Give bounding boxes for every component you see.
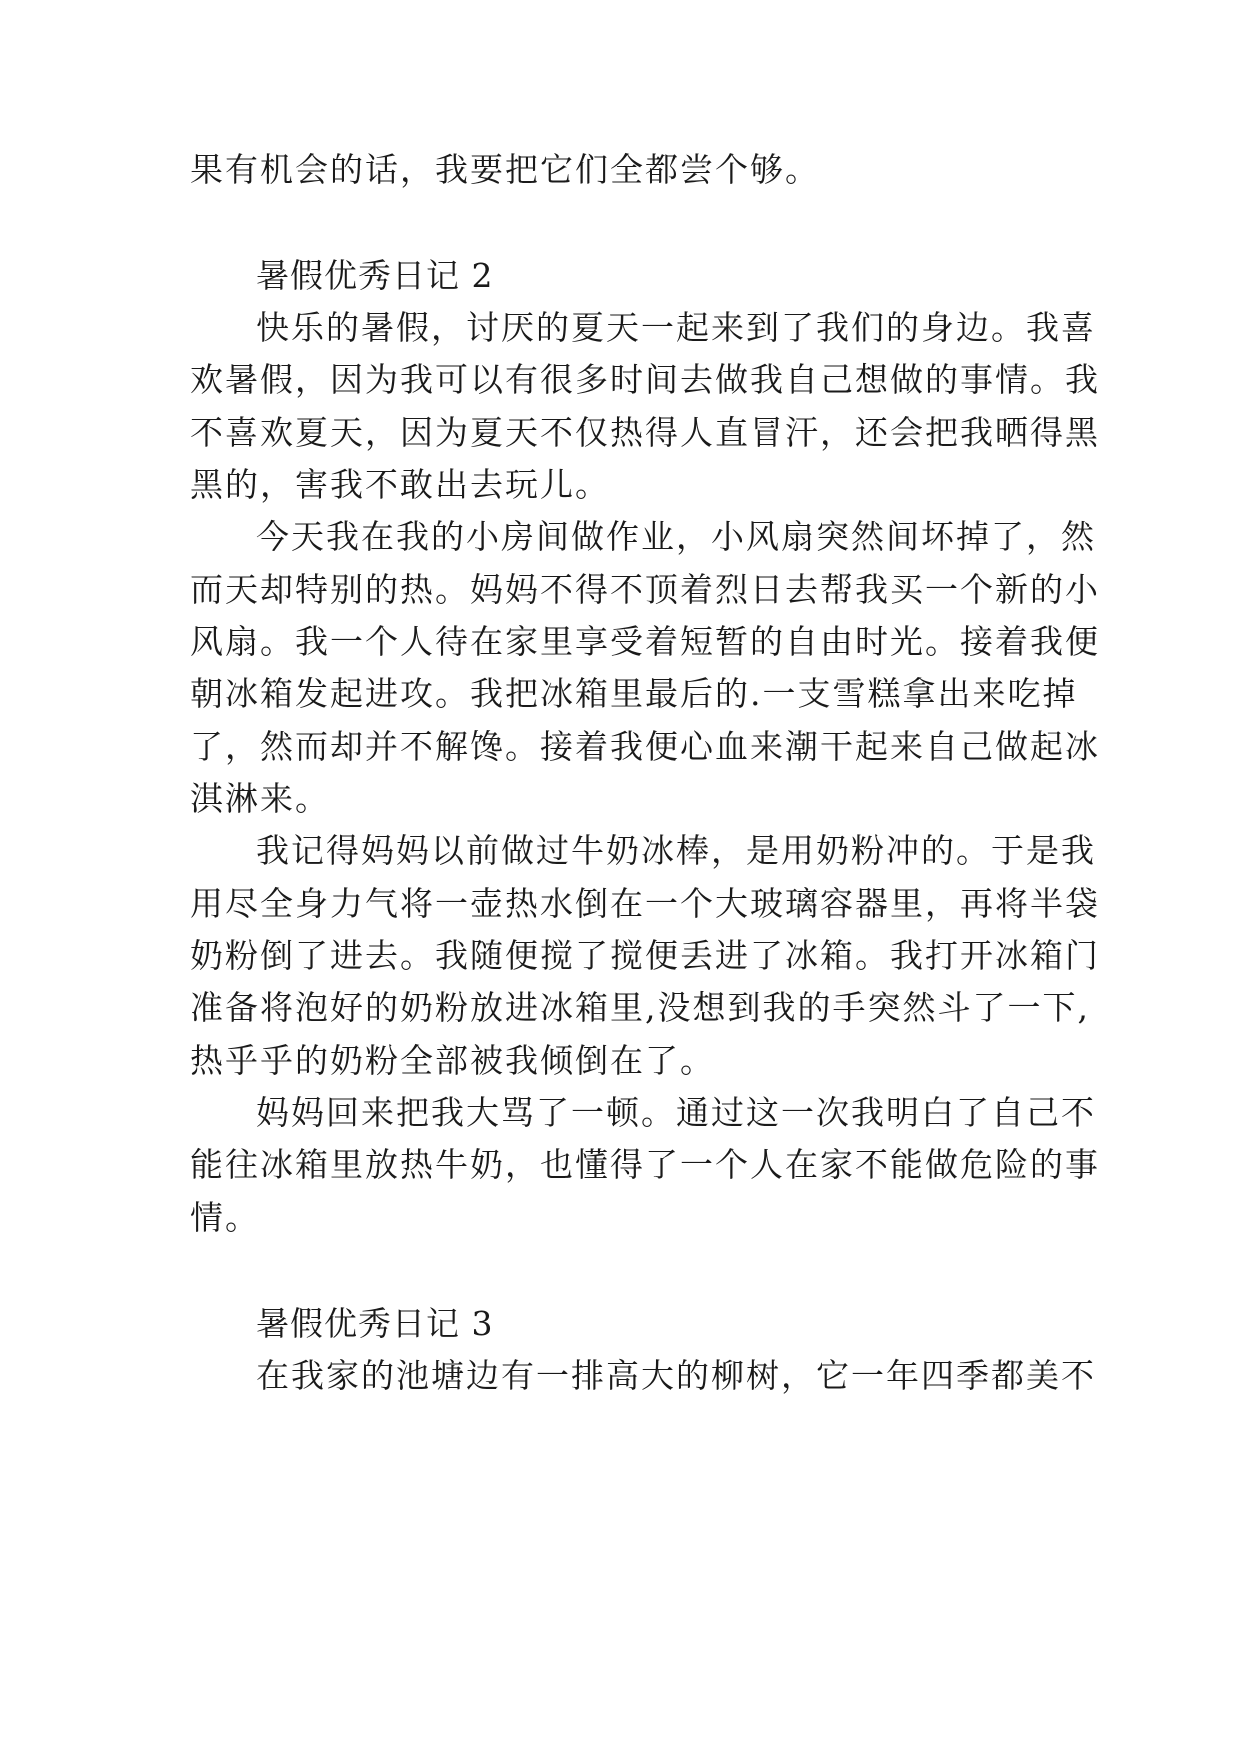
paragraph-line: 朝冰箱发起进攻。我把冰箱里最后的.一支雪糕拿出来吃掉: [190, 674, 1078, 713]
paragraph-line: 奶粉倒了进去。我随便搅了搅便丢进了冰箱。我打开冰箱门: [190, 936, 1100, 975]
paragraph-line: 不喜欢夏天，因为夏天不仅热得人直冒汗，还会把我晒得黑: [190, 413, 1100, 452]
paragraph-line: 在我家的池塘边有一排高大的柳树，它一年四季都美不: [256, 1356, 1096, 1395]
paragraph-line: 我记得妈妈以前做过牛奶冰棒，是用奶粉冲的。于是我: [256, 831, 1096, 870]
paragraph-line: 用尽全身力气将一壶热水倒在一个大玻璃容器里，再将半袋: [190, 884, 1100, 923]
section-heading: 暑假优秀日记 2: [256, 256, 494, 295]
paragraph-line: 快乐的暑假，讨厌的夏天一起来到了我们的身边。我喜: [256, 308, 1096, 347]
paragraph-line: 热乎乎的奶粉全部被我倾倒在了。: [190, 1041, 715, 1080]
paragraph-line: 妈妈回来把我大骂了一顿。通过这一次我明白了自己不: [256, 1093, 1096, 1132]
paragraph-line: 风扇。我一个人待在家里享受着短暂的自由时光。接着我便: [190, 622, 1100, 661]
section-heading: 暑假优秀日记 3: [256, 1304, 494, 1343]
paragraph-line: 能往冰箱里放热牛奶，也懂得了一个人在家不能做危险的事: [190, 1145, 1100, 1184]
paragraph-line: 淇淋来。: [190, 779, 330, 818]
paragraph-line: 欢暑假，因为我可以有很多时间去做我自己想做的事情。我: [190, 360, 1100, 399]
paragraph-line: 今天我在我的小房间做作业，小风扇突然间坏掉了，然: [256, 517, 1096, 556]
paragraph-line: 了，然而却并不解馋。接着我便心血来潮干起来自己做起冰: [190, 727, 1100, 766]
paragraph-line: 准备将泡好的奶粉放进冰箱里,没想到我的手突然斗了一下,: [190, 988, 1090, 1027]
paragraph-line: 而天却特别的热。妈妈不得不顶着烈日去帮我买一个新的小: [190, 570, 1100, 609]
paragraph-line: 黑的，害我不敢出去玩儿。: [190, 465, 610, 504]
paragraph-line: 果有机会的话，我要把它们全都尝个够。: [190, 150, 820, 189]
paragraph-line: 情。: [190, 1198, 260, 1237]
